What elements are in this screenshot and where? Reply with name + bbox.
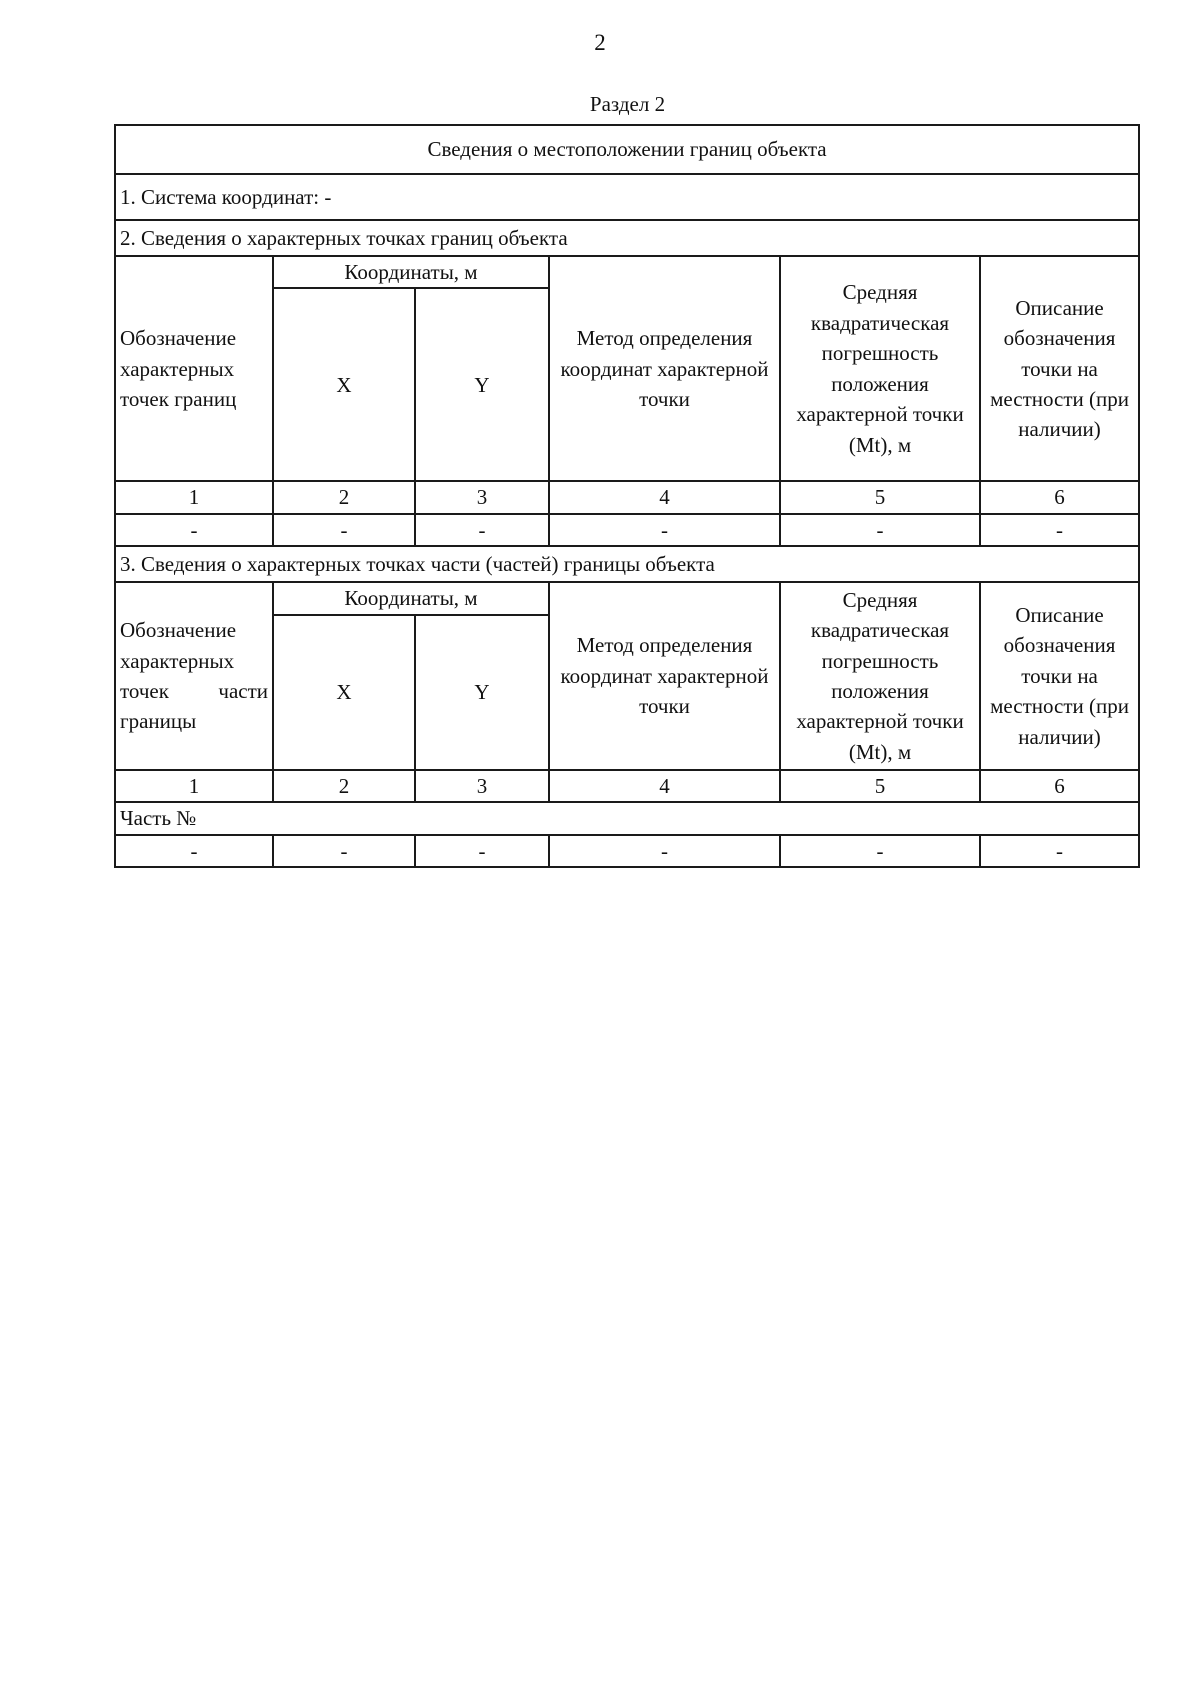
block1-y-header: Y	[415, 288, 549, 481]
block2-header-top	[115, 582, 1139, 614]
table-cell: -	[780, 835, 980, 867]
table-cell: -	[415, 835, 549, 867]
table-cell: -	[415, 514, 549, 546]
table-cell: -	[115, 835, 273, 867]
table-cell: -	[273, 514, 415, 546]
table-cell: -	[549, 835, 780, 867]
block2-part-row	[115, 802, 1139, 834]
table-cell: -	[980, 514, 1139, 546]
table-cell: -	[549, 514, 780, 546]
part-label: Часть №	[115, 802, 1139, 834]
boundaries-table	[114, 124, 1140, 868]
column-number: 2	[273, 770, 415, 802]
block1-coords-header: Координаты, м	[273, 256, 549, 288]
column-number: 6	[980, 770, 1139, 802]
block2-heading: 3. Сведения о характерных точках части (частей) границы объекта	[115, 546, 1139, 582]
block2-description-header: Описание обозначения точки на местности (при наличии)	[980, 582, 1139, 769]
column-number: 3	[415, 481, 549, 513]
table-cell: -	[780, 514, 980, 546]
block1-header-top	[115, 256, 1139, 288]
page-number: 2	[594, 30, 606, 55]
column-number: 3	[415, 770, 549, 802]
block2-method-header: Метод определения координат характерной точки	[549, 582, 780, 769]
column-number: 2	[273, 481, 415, 513]
block2-numbers-row	[115, 770, 1139, 802]
block2-y-header: Y	[415, 615, 549, 770]
column-number: 5	[780, 770, 980, 802]
block2-col1-header: Обозначение характерных точек части границы	[115, 582, 273, 769]
table-cell: -	[273, 835, 415, 867]
block2-data-row	[115, 835, 1139, 867]
table-cell: -	[980, 835, 1139, 867]
column-number: 5	[780, 481, 980, 513]
table-cell: -	[115, 514, 273, 546]
column-number: 1	[115, 481, 273, 513]
block2-coords-header: Координаты, м	[273, 582, 549, 614]
coord-system-row	[115, 174, 1139, 220]
column-number: 4	[549, 481, 780, 513]
column-number: 1	[115, 770, 273, 802]
block1-col1-header: Обозначение характерных точек границ	[115, 256, 273, 481]
block1-heading-row	[115, 220, 1139, 256]
column-number: 4	[549, 770, 780, 802]
table-title: Сведения о местоположении границ объекта	[115, 125, 1139, 174]
block1-method-header: Метод определения координат характерной точки	[549, 256, 780, 481]
block2-x-header: X	[273, 615, 415, 770]
block1-heading: 2. Сведения о характерных точках границ объекта	[115, 220, 1139, 256]
block1-data-row	[115, 514, 1139, 546]
block1-x-header: X	[273, 288, 415, 481]
block1-numbers-row	[115, 481, 1139, 513]
block2-heading-row	[115, 546, 1139, 582]
column-number: 6	[980, 481, 1139, 513]
block1-error-header: Средняя квадратическая погрешность положения характерной точки (Mt), м	[780, 256, 980, 481]
section-title: Раздел 2	[589, 92, 666, 116]
block1-description-header: Описание обозначения точки на местности (при наличии)	[980, 256, 1139, 481]
coord-system-cell: 1. Система координат: -	[115, 174, 1139, 220]
block2-error-header: Средняя квадратическая погрешность положения характерной точки (Mt), м	[780, 582, 980, 769]
table-title-row	[115, 125, 1139, 174]
